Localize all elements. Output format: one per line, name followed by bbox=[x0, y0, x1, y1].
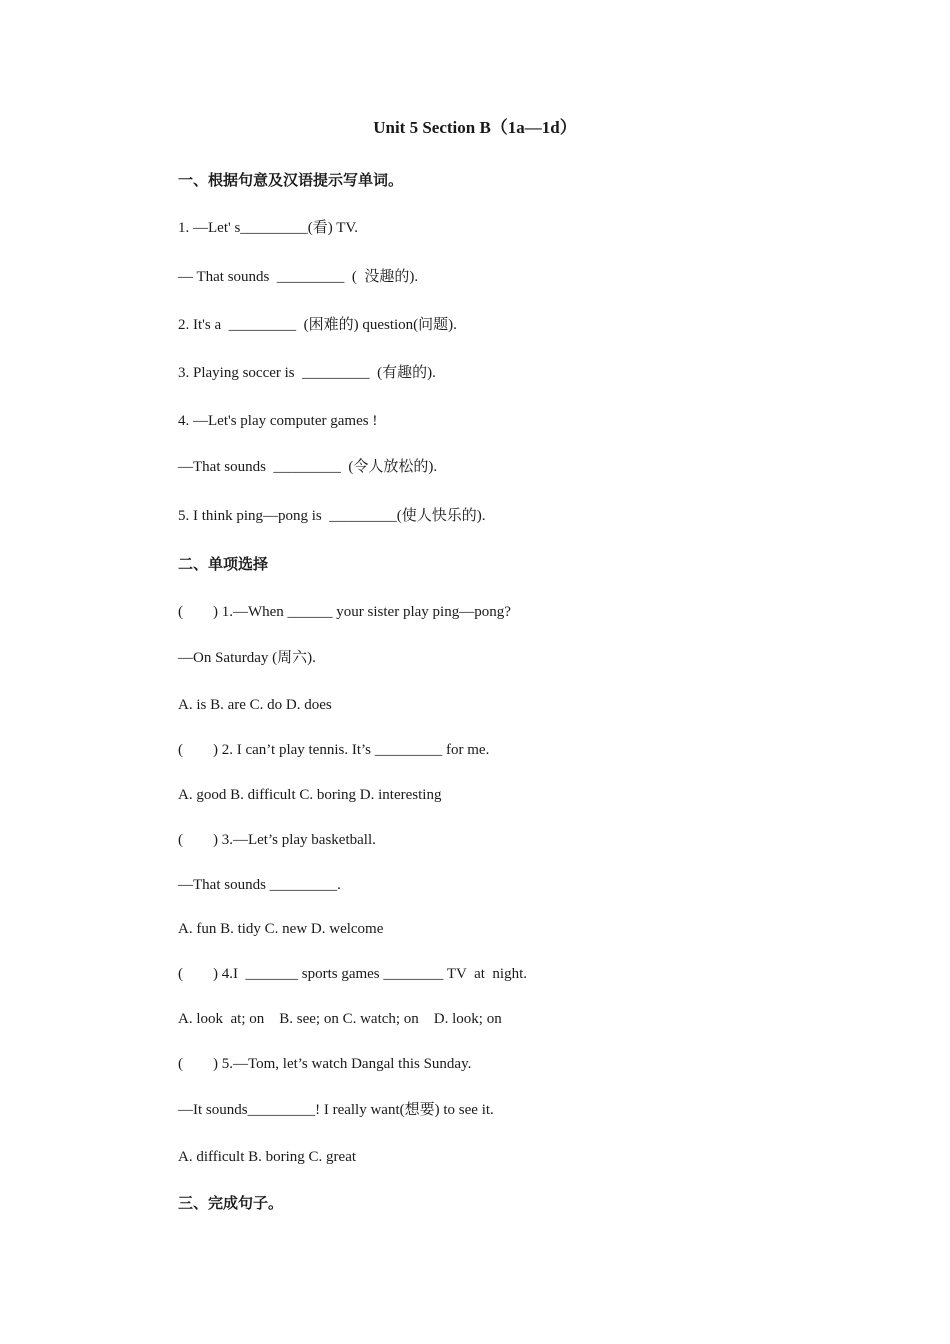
section-2-line: —On Saturday (周六). bbox=[178, 650, 316, 666]
section-2-line: A. look at; on B. see; on C. watch; on D. look; on bbox=[178, 1011, 502, 1027]
section-2-line: A. is B. are C. do D. does bbox=[178, 697, 332, 713]
section-2-heading: 二、单项选择 bbox=[178, 555, 269, 573]
section-1-heading: 一、根据句意及汉语提示写单词。 bbox=[178, 171, 404, 189]
page-title: Unit 5 Section B（1a—1d） bbox=[373, 118, 577, 137]
section-2-line: ( ) 1.—When ______ your sister play ping—pong? bbox=[178, 604, 511, 620]
section-1-line: —That sounds _________ (令人放松的). bbox=[178, 459, 438, 475]
section-2-line: ( ) 5.—Tom, let’s watch Dangal this Sunday. bbox=[178, 1056, 472, 1072]
section-1-line: 4. —Let's play computer games ! bbox=[178, 413, 378, 429]
section-2-line: ( ) 2. I can’t play tennis. It’s _________ for me. bbox=[178, 742, 490, 758]
section-1-line: 5. I think ping—pong is _________(使人快乐的). bbox=[178, 508, 486, 524]
section-2-line: A. difficult B. boring C. great bbox=[178, 1149, 357, 1165]
section-2-line: A. fun B. tidy C. new D. welcome bbox=[178, 921, 384, 937]
section-2-line: A. good B. difficult C. boring D. interesting bbox=[178, 787, 442, 803]
section-2-line: ( ) 3.—Let’s play basketball. bbox=[178, 832, 376, 848]
section-1-line: 2. It's a _________ (困难的) question(问题). bbox=[178, 317, 457, 333]
section-2-line: —That sounds _________. bbox=[178, 877, 341, 893]
section-1-line: 3. Playing soccer is _________ (有趣的). bbox=[178, 365, 436, 381]
section-1-line: 1. —Let' s_________(看) TV. bbox=[178, 220, 359, 236]
section-1-line: — That sounds _________ ( 没趣的). bbox=[178, 269, 419, 285]
section-2-line: —It sounds_________! I really want(想要) to see it. bbox=[178, 1102, 494, 1118]
section-2-line: ( ) 4.I _______ sports games ________ TV at night. bbox=[178, 966, 528, 982]
section-3-heading: 三、完成句子。 bbox=[178, 1194, 284, 1212]
